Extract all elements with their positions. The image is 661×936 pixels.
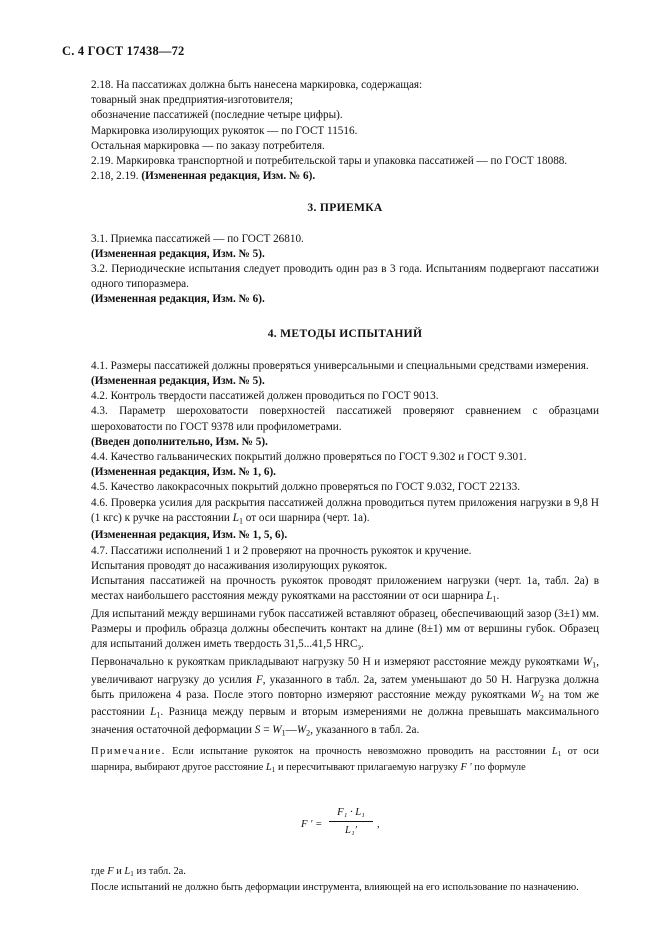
formula-fraction [329,805,373,838]
revision-note: (Измененная редакция, Изм. № 5). [91,247,265,260]
clause-text: . Разница между первым и вторым измерениями не должна превышать максимального значения остаточной деформации [91,706,599,736]
revision-note: (Введен дополнительно, Изм. № 5). [91,435,268,448]
note-text: Если испытание рукояток на прочность невозможно проводить на расстоянии [165,745,552,757]
paragraph [91,607,599,655]
subscript: 2 [539,693,544,703]
clause-2-19-text: 2.19. Маркировка транспортной и потребительской тары и упаковка пассатижей — по ГОСТ 18088. [91,155,568,168]
clause-text: на том же расстоянии [91,688,599,719]
clause-3-1: 3.1. Приемка пассатижей — по ГОСТ 26810. [91,232,304,245]
symbol-w: W [582,655,593,668]
formula-lhs: F ′ = [301,819,323,831]
clause-text: Первоначально к рукояткам прикладывают нагрузку 50 Н и измеряют расстояние между рукоятками [91,655,583,668]
paragraph: Первоначально к рукояткам прикладывают нагрузку 50 Н и измеряют расстояние между рукоятками $W_1$, увеличивают нагрузку до усилия F, указанного в табл. 2а, затем уменьшают до 50 Н. Нагрузка должна быть приложена 4 раза. После этого повторно измеряют расстояние между рукоятками $W_2$ на том же расстоянии $L_1$. Разница между первым и вторым измерениями не должна превышать максимального значения остаточной деформации $S = W_1—W_2$, указанного в табл. 2а. [91,655,599,738]
note-text: по формуле [471,761,526,773]
subscript: 1 [557,748,562,758]
symbol-f: F [107,866,114,878]
symbol-l: L [124,866,131,878]
where-text: из табл. 2а. [133,866,186,878]
clause-2-18: 2.18. На пассатижах должна быть нанесена маркировка, содержащая: [91,79,423,91]
clause-4-1: 4.1. Размеры пассатижей должны проверяться универсальными и специальными средствами измерения. [91,359,589,372]
clause-4-2: 4.2. Контроль твердости пассатижей должен проводиться по ГОСТ 9013. [91,390,439,403]
subscript: 1 [492,594,497,604]
subscript: 2 [306,728,311,738]
clause-2-19 [91,154,599,169]
section-heading-test-methods: 4. МЕТОДЫ ИСПЫТАНИЙ [267,326,423,340]
subscript: 1 [281,728,286,738]
list-line: Остальная маркировка — по заказу потребителя. [91,139,325,152]
clause-4-4: 4.4. Качество гальванических покрытий должно проверяться по ГОСТ 9.302 и ГОСТ 9.301. [91,451,527,464]
revision-note: (Измененная редакция, Изм. № 5). [91,375,265,388]
clause-text: 4.6. Проверка усилия для раскрытия пассатижей должна проводиться путем приложения нагрузки в 9,8 Н (1 кгс) к ручке на расстоянии [91,496,599,524]
clause-4-6 [91,496,599,529]
symbol-l: L [232,511,239,524]
clause-text: . [496,590,500,603]
document-body [91,78,599,895]
where-text: где [91,866,108,878]
symbol-f-prime: F ′ [460,761,472,773]
revision-note: (Измененная редакция, Изм. № 6). [91,293,265,306]
clause-text: , указанного в табл. 2а. [310,723,420,736]
revision-clause-ref: 2.18, 2.19. [91,170,139,183]
page-header: С. 4 ГОСТ 17438—72 [62,44,185,58]
symbol-l: L [150,706,157,719]
formula [91,799,599,851]
list-line: товарный знак предприятия-изготовителя; [91,94,293,107]
note-paragraph [91,745,599,777]
note-label: Примечание. [91,745,166,757]
clause-text: , увеличивают нагрузку до усилия [91,655,599,686]
symbol-w: W [272,723,282,736]
subscript: 1 [238,516,243,526]
symbol-w: W [296,723,307,736]
clause-3-2: 3.2. Периодические испытания следует проводить один раз в 3 года. Испытаниям подвергают пассатижи одного типоразмера. [91,263,599,291]
where-text: и [113,866,125,878]
revision-note: (Измененная редакция, Изм. № 1, 5, 6). [91,529,288,542]
formula-numerator: F₁ · L₁ [329,805,373,822]
symbol-l: L [551,745,558,757]
list-line: обозначение пассатижей (последние четыре цифры). [91,109,343,122]
clause-4-3: 4.3. Параметр шероховатости поверхностей пассатижей проверяют сравнением с образцами шероховатости по ГОСТ 9378 или профилометрами. [91,405,599,433]
symbol-l: L [265,761,272,773]
symbol-l: L [486,590,493,603]
clause-text: , указанного в табл. 2а, затем уменьшают до 50 Н. Нагрузка должна быть приложена 4 раза. После этого повторно измеряют расстояние между рукоятками [91,673,599,701]
closing-paragraph: После испытаний не должно быть деформации инструмента, влияющей на его использование по назначению. [91,882,579,894]
note-text: и пересчитывают прилагаемую нагрузку [275,761,461,773]
clause-text: Для испытаний между вершинами губок пассатижей вставляют образец, обеспечивающий зазор (3±1) мм. Размеры и профиль образца должны обеспечить контакт на длине (8±1) мм от вершины губок. Образец для испытаний должен иметь твердость 31,5...41,5 HRC [91,607,599,651]
section-heading-acceptance: 3. ПРИЕМКА [307,201,383,215]
subscript: 1 [592,660,597,670]
subscript: э [357,642,361,652]
clause-text: . [360,638,364,651]
clause-4-5: 4.5. Качество лакокрасочных покрытий должно проверяться по ГОСТ 9.032, ГОСТ 22133. [91,481,521,494]
revision-note [91,169,599,184]
subscript: 1 [130,869,134,879]
symbol-w: W [530,688,540,701]
symbol-f: F [255,673,263,686]
subscript: 1 [271,765,276,775]
paragraph: Испытания проводят до насаживания изолирующих рукояток. [91,559,388,572]
symbol-s: S [254,723,261,736]
note-text: от оси шарнира, выбирают другое расстояние [91,745,599,773]
formula-denominator: L₁′ [345,825,357,837]
revision-text: (Измененная редакция, Изм. № 6). [141,170,316,183]
formula-comma: , [377,819,380,831]
clause-4-7: 4.7. Пассатижи исполнений 1 и 2 проверяют на прочность рукояток и кручение. [91,544,472,557]
where-line [91,865,599,881]
revision-note: (Измененная редакция, Изм. № 1, 6). [91,466,276,479]
paragraph [91,574,599,607]
clause-text: от оси шарнира (черт. 1а). [242,511,370,524]
subscript: 1 [156,710,161,720]
list-line: Маркировка изолирующих рукояток — по ГОСТ 11516. [91,124,358,137]
clause-text: Испытания пассатижей на прочность рукояток проводят приложением нагрузки (черт. 1а, табл. 2а) в местах наибольшего расстояния между рукоятками на расстоянии от оси шарнира [91,575,599,603]
